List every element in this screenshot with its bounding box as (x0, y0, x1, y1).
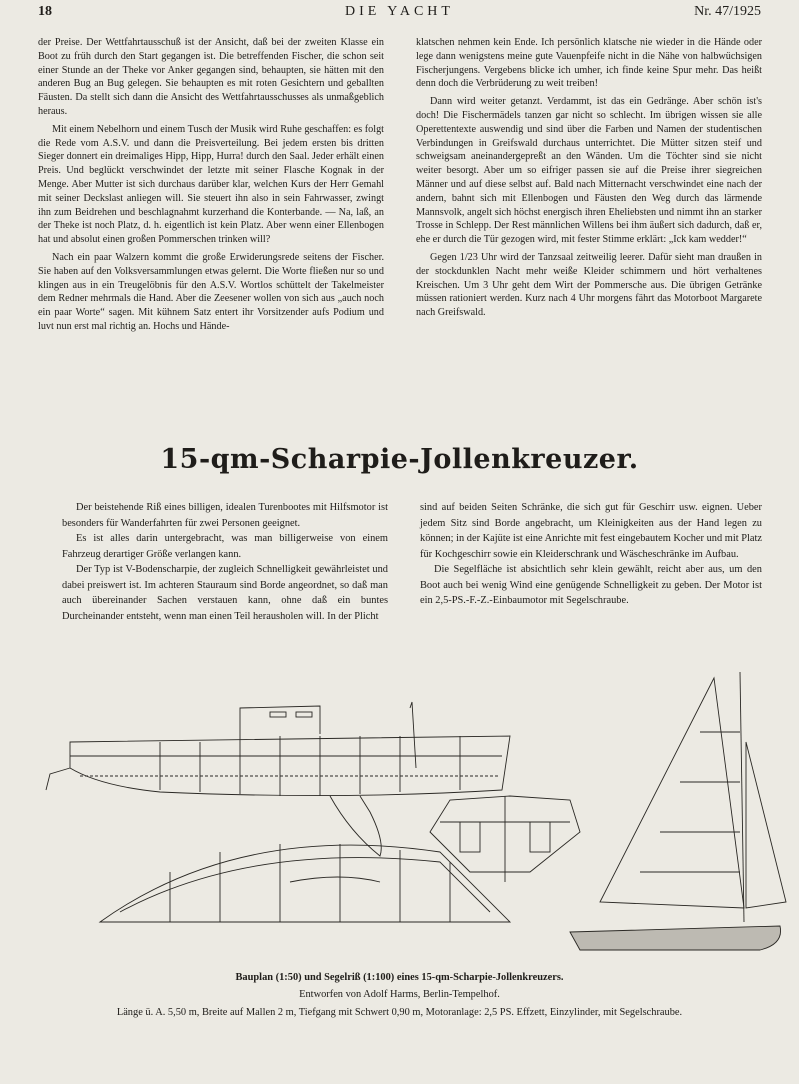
paragraph: Es ist alles darin untergebracht, was man billigerweise von einem Fahrzeug derartiger Größe verlangen kann. (62, 533, 388, 560)
issue-number: Nr. 47/1925 (694, 4, 761, 19)
boat-plans-drawing (40, 672, 790, 962)
paragraph: Gegen 1/23 Uhr wird der Tanzsaal zeitweilig leerer. Dafür sieht man draußen in der stockdunklen Nacht mehr weiße Kleider schimmern und hört verhaltenes Kreischen. Um 3 Uhr geht dem Wirt der Pommersche aus. Die übrigen Getränke müssen rationiert werden. Kurz nach 4 Uhr morgens fährt das Motorboot Margarete nach Greifswald. (416, 251, 762, 319)
page-header (38, 4, 761, 22)
paragraph: Der beistehende Riß eines billigen, idealen Turenbootes mit Hilfsmotor ist besonders für Wanderfahrten für zwei Personen geeignet. (62, 502, 388, 529)
paragraph: Dann wird weiter getanzt. Verdammt, ist das ein Gedränge. Aber schön ist's doch! Die Fischermädels tanzen gar nicht so schlecht. Im übrigen wissen sie alle Operettentexte auswendig und sind über die Farben und Namen der studentischen Verbindungen in Greifswald durchaus unterrichtet. Die Mütter sitzen steif und schweigsam aneinandergepreßt an den Wänden. Um die Töchter sind sie nicht weiter besorgt. Aber um so eifriger passen sie auf die Preise ihrer siegreichen Männer und auf diese selbst auf. Bald nach Mitternacht verschwindet eine nach der andern, bahnt sich mit Ellenbogen und Fäusten den Weg durch das lärmende Mannsvolk, angelt sich höchst energisch ihren Eheliebsten und nimmt ihn an starker Trosse in Schlepp. Der Rest männlichen Willens bei ihm äußert sich dadurch, daß er, ehe er durch die Tür gezogen wird, mit fester Stimme erklärt: „Ick kam wedder!“ (416, 96, 762, 246)
page-number: 18 (38, 4, 52, 19)
magazine-title: DIE YACHT (345, 4, 454, 19)
story-column-left (38, 36, 384, 334)
article-title: 15-qm-Scharpie-Jollenkreuzer. (160, 444, 639, 475)
hull-profile-drawing (46, 702, 510, 856)
paragraph: Nach ein paar Walzern kommt die große Erwiderungsrede seitens der Fischer. Sie haben auf den Volksversammlungen etwas gelernt. Die Worte fließen nur so und klingen aus in ein Treugelöbnis für den A.S.V. Wortlos schüttelt der Takelmeister dem Redner mehrmals die Hand. Aber die Zeesener wollen von sich aus „auch noch ein paar Worte“ sagen. Mit kühnem Satz entert ihr Vorsitzender aufs Podium und luvt nun erst mal richtig an. Hochs und Hände- (38, 251, 384, 332)
article-column-left (62, 500, 388, 624)
paragraph: sind auf beiden Seiten Schränke, die sich gut für Geschirr usw. eignen. Ueber jedem Sitz sind Borde angebracht, um Kleinigkeiten aus der Hand legen zu können; in der Kajüte ist eine Anrichte mit fest eingebautem Kocher und mit Platz für Kochgeschirr sowie ein Kleiderschrank und Wäscheschränke im Aufbau. (420, 502, 762, 560)
paragraph: der Preise. Der Wettfahrtausschuß ist der Ansicht, daß bei der zweiten Klasse ein Boot zu früh durch den Start gegangen ist. Die betreffenden Fischer, die schon seit einer Stunde an der Theke vor Anker gegangen sind, behaupten, sie hätten mit den anderen Bug an Bug gelegen. Sie behaupten es mit roten Gesichtern und geballten Fäusten. Da stellt sich dann die Ansicht des Wettfahrtausschusses als unmaßgeblich heraus. (38, 37, 384, 117)
paragraph: Der Typ ist V-Bodenscharpie, der zugleich Schnelligkeit gewährleistet und dabei preiswert ist. Im achteren Stauraum sind Borde angeordnet, so daß man auch übereinander Sachen verstauen kann, ohne daß ein buntes Durcheinander entsteht, wenn man einen Teil herausholen will. In der Plicht (62, 564, 388, 622)
figure-caption: Bauplan (1:50) und Segelriß (1:100) eines 15-qm-Scharpie-Jollenkreuzers. (235, 972, 564, 983)
sail-plan-drawing (570, 672, 786, 950)
story-column-right (416, 36, 762, 320)
designer-credit: Entworfen von Adolf Harms, Berlin-Tempelhof. (299, 989, 500, 1000)
paragraph: Mit einem Nebelhorn und einem Tusch der Musik wird Ruhe geschaffen: es folgt die Rede vom A.S.V. und dann die Preisverteilung. Bei jedem ersten bis dritten Sieger donnert ein dreimaliges Hipp, Hipp, Hurra! durch den Saal. Jeder erhält einen Preis. Und beglückt verschwindet der letzte mit seiner Flasche Kognak in der Menge. Aber Mutter ist sich durchaus darüber klar, welchen Kurs der Herr Gemahl mit seiner Deckslast anliegen will. Sie steuert ihn also in sein Fahrwasser, zwingt ihn zum Beidrehen und beschlagnahmt kurzerhand die Konterbande. — Na, laß, an der Theke ist noch Platz, d. h. eigentlich ist kein Platz. Aber wenn einer Ellenbogen hat und absolut einen großen Pommerschen trinken will? (38, 123, 384, 246)
boat-specifications: Länge ü. A. 5,50 m, Breite auf Mallen 2 m, Tiefgang mit Schwert 0,90 m, Motoranlage: 2,5 PS. Effzett, Einzylinder, mit Segelschraube. (116, 1007, 683, 1018)
article-column-right (420, 500, 762, 609)
body-section-drawing (430, 796, 580, 882)
paragraph: klatschen nehmen kein Ende. Ich persönlich klatsche nie wieder in die Hände oder lege dann wenigstens meine gute Vauenpfeife nicht in die Nähe von halbwüchsigen Fischerjungens. Vergebens blicke ich umher, ich finde keine Spur mehr. Das heißt denn doch die Verbrüderung zu weit treiben! (416, 37, 762, 90)
paragraph: Die Segelfläche ist absichtlich sehr klein gewählt, reicht aber aus, um den Boot auch bei wenig Wind eine genügende Schnelligkeit zu geben. Der Motor ist ein 2,5-PS.-F.-Z.-Einbaumotor mit Segelschraube. (420, 564, 762, 606)
deck-plan-drawing (100, 844, 510, 922)
